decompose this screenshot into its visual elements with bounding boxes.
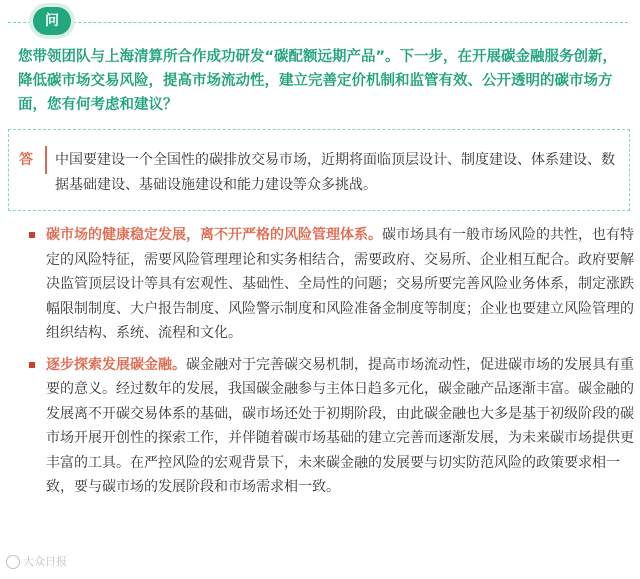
answer-tag: 答 — [19, 146, 47, 174]
bullet-text: 碳市场具有一般市场风险的共性，也有特定的风险特征，需要风险管理理论和实务相结合，需要政府、交易所、企业相互配合。政府要解决监管顶层设计等具有宏观性、基础性、全局性的问题；交易所要完善风险业务体系，制定涨跌幅限制制度、大户报告制度、风险警示制度和风险准备金制度等制度；企业也要建立风险管理的组织结构、系统、流程和文化。 — [46, 227, 634, 341]
bullet-lead: 碳市场的健康稳定发展，离不开严格的风险管理体系。 — [46, 227, 382, 243]
bullet-square-icon — [29, 232, 35, 238]
answer-text: 中国要建设一个全国性的碳排放交易市场，近期将面临顶层设计、制度建设、体系建设、数据基础建设、基础设施建设和能力建设等众多挑战。 — [55, 152, 615, 193]
watermark-text: 大众日报 — [23, 555, 67, 568]
question-text: 您带领团队与上海清算所合作成功研发“碳配额远期产品”。下一步，在开展碳金融服务创新，降低碳市场交易风险，提高市场流动性，建立完善定价机制和监管有效、公开透明的碳市场方面，您有何考虑和建议？ — [18, 49, 618, 113]
question-badge: 问 — [33, 7, 71, 35]
question-divider — [8, 22, 628, 23]
bullet-square-icon — [29, 362, 35, 368]
bullet-lead: 逐步探索发展碳金融。 — [46, 356, 186, 373]
watermark — [6, 553, 67, 571]
list-item — [28, 353, 634, 500]
bullet-text: 碳金融对于完善碳交易机制，提高市场流动性，促进碳市场的发展具有重要的意义。经过数年的发展，我国碳金融参与主体日趋多元化，碳金融产品逐渐丰富。碳金融的发展离不开碳交易体系的基础，碳市场还处于初期阶段，由此碳金融也大多是基于初级阶段的碳市场开展开创性的探索工作，并伴随着碳市场基础的建立完善而逐渐发展，为未来碳市场提供更丰富的工具。在严控风险的宏观背景下，未来碳金融的发展要与切实防范风险的政策要求相一致，要与碳市场的发展阶段和市场需求相一致。 — [46, 356, 634, 495]
answer-box — [8, 129, 630, 211]
bullet-list — [28, 223, 634, 500]
watermark-logo-icon — [6, 555, 20, 569]
list-item — [28, 223, 634, 346]
